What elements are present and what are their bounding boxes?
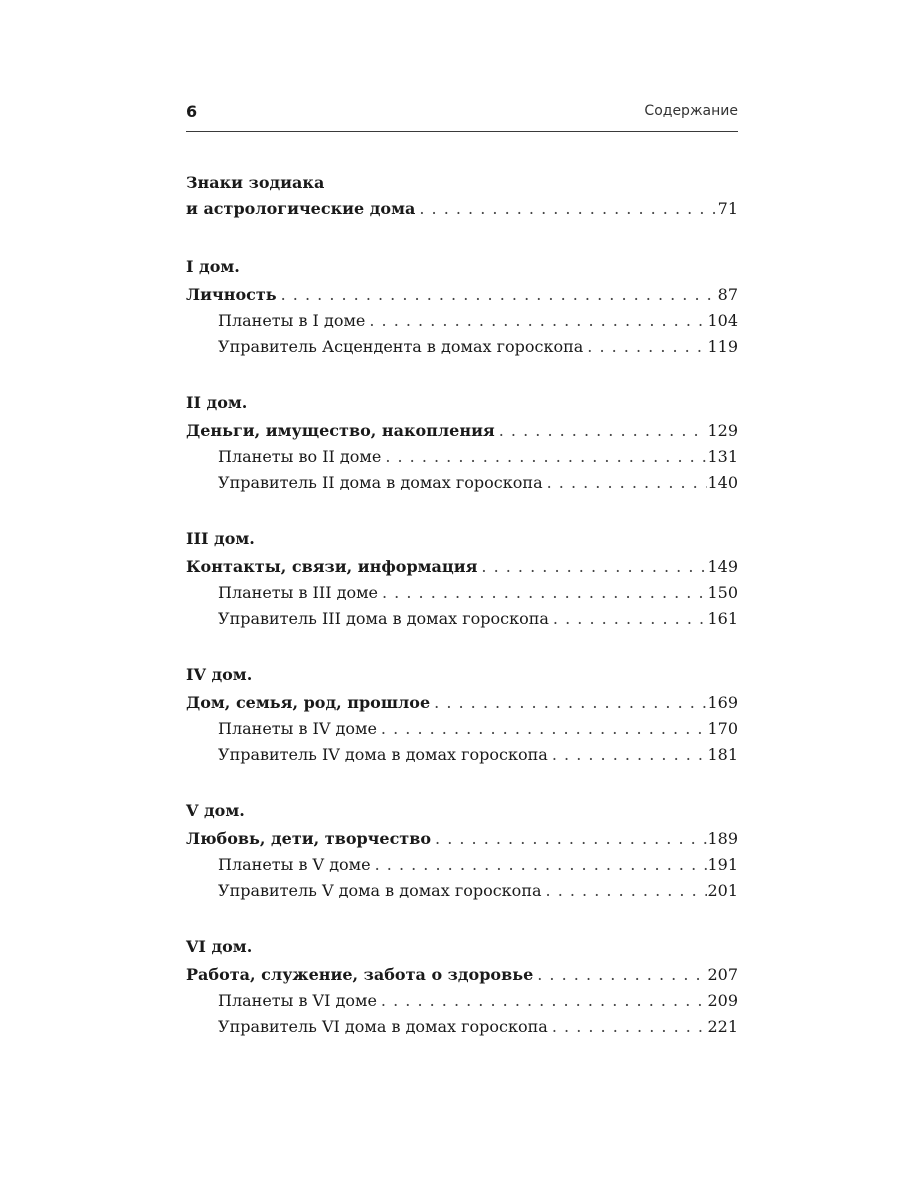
dot-leader — [378, 580, 707, 606]
toc-main-entry[interactable] — [186, 554, 738, 580]
toc-main-entry[interactable] — [186, 418, 738, 444]
toc-entry-page: 201 — [707, 881, 738, 900]
dot-leader — [377, 988, 708, 1014]
toc-entry-page: 181 — [707, 745, 738, 764]
dot-leader — [377, 716, 708, 742]
dot-leader — [543, 470, 708, 496]
dot-leader — [371, 852, 708, 878]
toc-section-house-4 — [186, 660, 738, 768]
toc-entry-title: Управитель II дома в домах гороскопа — [218, 473, 543, 492]
toc-sub-entry[interactable] — [186, 742, 738, 768]
dot-leader — [542, 878, 708, 904]
toc-entry-page: 189 — [707, 829, 738, 848]
toc-main-entry[interactable] — [186, 962, 738, 988]
toc-entry-title: Планеты в VI доме — [218, 991, 377, 1010]
dot-leader — [415, 196, 717, 222]
toc-entry-title: Управитель IV дома в домах гороскопа — [218, 745, 548, 764]
dot-leader — [549, 606, 708, 632]
toc-section-heading: II дом. — [186, 393, 248, 412]
toc-section-heading: I дом. — [186, 257, 240, 276]
toc-entry-title: Личность — [186, 285, 277, 304]
toc-section-house-1 — [186, 252, 738, 360]
toc-sub-entry[interactable] — [186, 988, 738, 1014]
toc-section-heading: VI дом. — [186, 937, 253, 956]
toc-main-entry[interactable] — [186, 690, 738, 716]
dot-leader — [365, 308, 707, 334]
dot-leader — [583, 334, 707, 360]
toc-entry-page: 161 — [707, 609, 738, 628]
dot-leader — [277, 282, 718, 308]
toc-main-entry[interactable] — [186, 826, 738, 852]
toc-entry-page: 140 — [707, 473, 738, 492]
toc-sub-entry[interactable] — [186, 716, 738, 742]
page-number: 6 — [186, 102, 198, 121]
toc-entry-title: и астрологические дома — [186, 199, 416, 218]
toc-sub-entry[interactable] — [186, 878, 738, 904]
toc-section-house-5 — [186, 796, 738, 904]
toc-entry-page: 71 — [717, 199, 738, 218]
toc-intro-title-line1: Знаки зодиака — [186, 173, 325, 192]
toc-entry-title: Управитель VI дома в домах гороскопа — [218, 1017, 548, 1036]
page-header — [186, 98, 738, 132]
dot-leader — [430, 690, 707, 716]
toc-entry-page: 131 — [707, 447, 738, 466]
toc-entry-page: 129 — [707, 421, 738, 440]
toc-entry-page: 207 — [707, 965, 738, 984]
toc-entry-page: 104 — [707, 311, 738, 330]
toc-sub-entry[interactable] — [186, 444, 738, 470]
toc-sub-entry[interactable] — [186, 606, 738, 632]
toc-sub-entry[interactable] — [186, 852, 738, 878]
toc-entry-title: Дом, семья, род, прошлое — [186, 693, 431, 712]
toc-intro-entry[interactable] — [186, 196, 738, 222]
toc-entry-title: Контакты, связи, информация — [186, 557, 478, 576]
toc-entry-page: 87 — [717, 285, 738, 304]
dot-leader — [381, 444, 707, 470]
toc-section-heading: IV дом. — [186, 665, 253, 684]
toc-entry-page: 169 — [707, 693, 738, 712]
toc-entry-page: 149 — [707, 557, 738, 576]
toc-entry-title: Управитель III дома в домах гороскопа — [218, 609, 549, 628]
toc-entry-title: Деньги, имущество, накопления — [186, 421, 495, 440]
toc-entry-title: Планеты в IV доме — [218, 719, 377, 738]
toc-section-house-2 — [186, 388, 738, 496]
dot-leader — [548, 742, 708, 768]
dot-leader — [495, 418, 708, 444]
toc-entry-page: 170 — [707, 719, 738, 738]
toc-sub-entry[interactable] — [186, 334, 738, 360]
toc-section-house-6 — [186, 932, 738, 1040]
toc-section-heading: III дом. — [186, 529, 255, 548]
toc-entry-title: Планеты в III доме — [218, 583, 378, 602]
toc-sub-entry[interactable] — [186, 308, 738, 334]
toc-entry-title: Работа, служение, забота о здоровье — [186, 965, 534, 984]
toc-entry-page: 209 — [707, 991, 738, 1010]
toc-main-entry[interactable] — [186, 282, 738, 308]
toc-entry-title: Любовь, дети, творчество — [186, 829, 432, 848]
dot-leader — [548, 1014, 708, 1040]
toc-entry-title: Управитель V дома в домах гороскопа — [218, 881, 542, 900]
toc-entry-page: 119 — [707, 337, 738, 356]
toc-entry-title: Планеты во II доме — [218, 447, 382, 466]
toc-sub-entry[interactable] — [186, 470, 738, 496]
toc-entry-page: 150 — [707, 583, 738, 602]
toc-section-house-3 — [186, 524, 738, 632]
toc-intro — [186, 170, 738, 222]
running-title: Содержание — [644, 103, 738, 119]
toc-entry-title: Управитель Асцендента в домах гороскопа — [218, 337, 584, 356]
dot-leader — [431, 826, 707, 852]
toc-sub-entry[interactable] — [186, 580, 738, 606]
dot-leader — [533, 962, 707, 988]
toc-entry-page: 191 — [707, 855, 738, 874]
toc-entry-title: Планеты в V доме — [218, 855, 371, 874]
toc-section-heading: V дом. — [186, 801, 245, 820]
toc-entry-page: 221 — [707, 1017, 738, 1036]
table-of-contents — [186, 170, 738, 1068]
toc-entry-title: Планеты в I доме — [218, 311, 366, 330]
toc-sub-entry[interactable] — [186, 1014, 738, 1040]
dot-leader — [477, 554, 707, 580]
